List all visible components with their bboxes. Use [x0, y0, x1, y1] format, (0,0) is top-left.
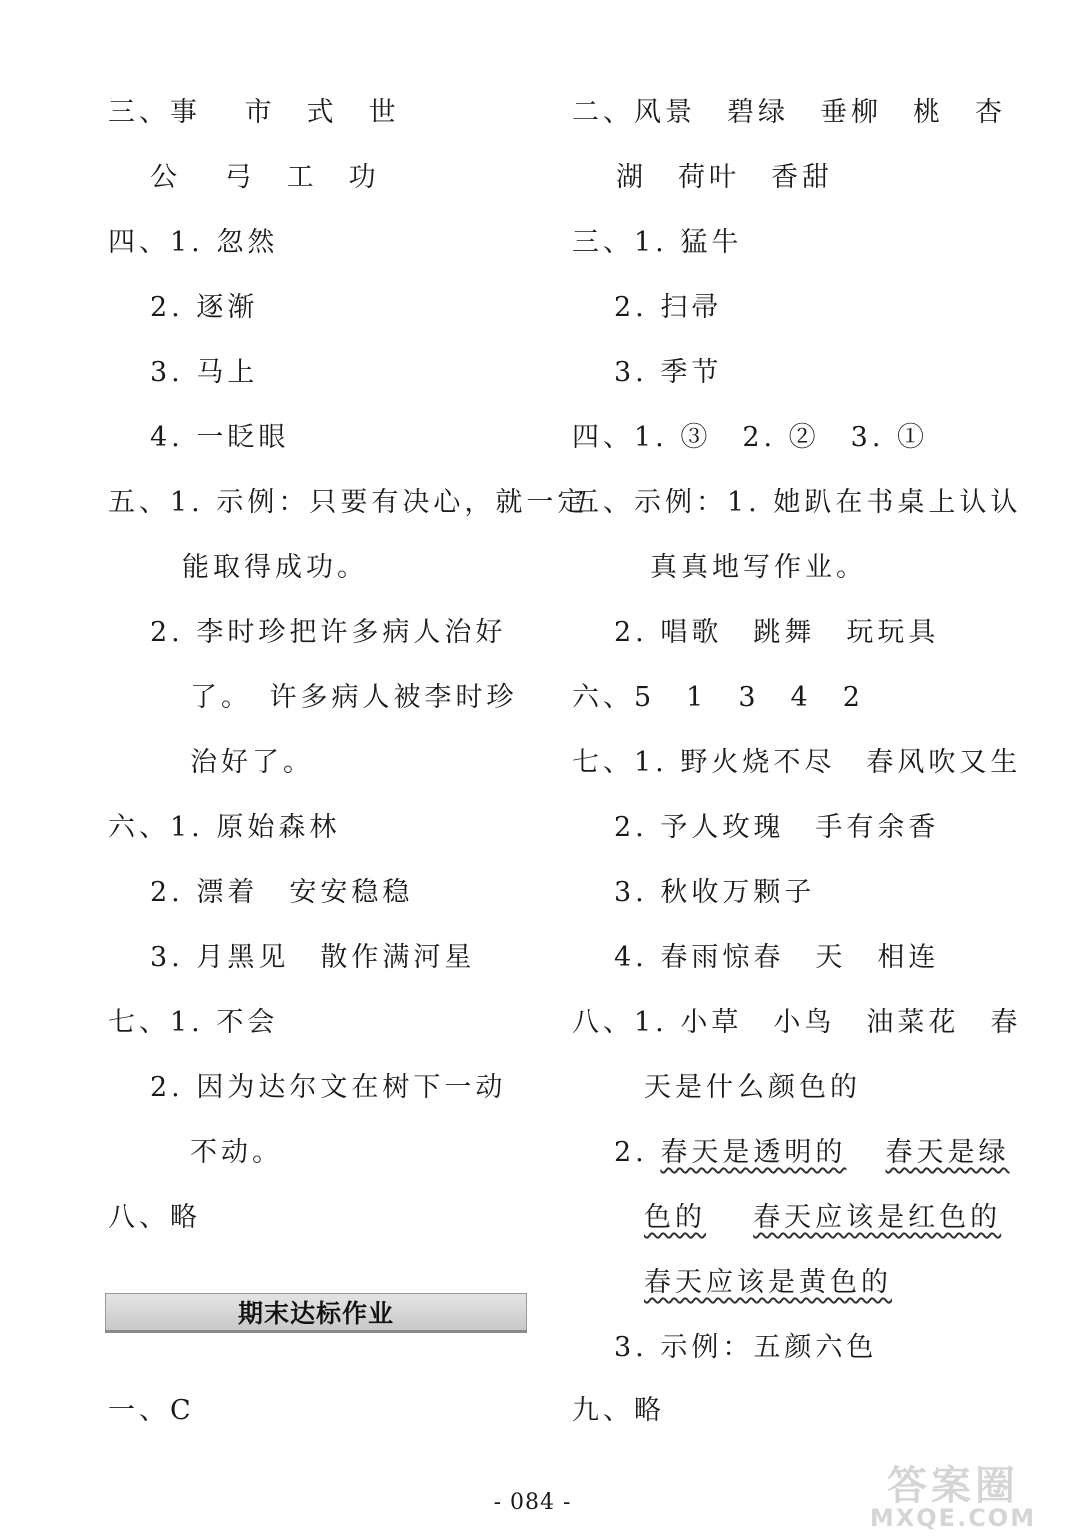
- answer-line: [644, 1201, 1001, 1235]
- item-number: 2.: [614, 1137, 648, 1168]
- answer-line: 2. 因为达尔文在树下一动: [150, 1072, 507, 1103]
- answer-line: 3. 马上: [150, 357, 259, 388]
- answer-line: 一、C: [108, 1395, 195, 1426]
- watermark-url: MXQE.COM: [869, 1504, 1037, 1532]
- answer-line: 五、示例：1. 她趴在书桌上认认: [572, 487, 1022, 518]
- answer-line: 公 弓 工 功: [150, 162, 380, 193]
- answer-line: 2. 逐渐: [150, 292, 259, 323]
- answer-line: 八、1. 小草 小鸟 油菜花 春: [572, 1007, 1022, 1038]
- answer-line: 七、1. 野火烧不尽 春风吹又生: [572, 747, 1022, 778]
- answer-line: 天是什么颜色的: [644, 1072, 861, 1103]
- answer-line: 治好了。: [190, 747, 314, 778]
- answer-line: 三、1. 猛牛: [572, 227, 743, 258]
- answer-line: 4. 一眨眼: [150, 422, 290, 453]
- answer-line: 九、略: [572, 1395, 665, 1426]
- answer-line: 湖 荷叶 香甜: [616, 162, 833, 193]
- right-column: [560, 0, 1030, 1536]
- answer-line: 2. 漂着 安安稳稳: [150, 877, 414, 908]
- answer-line: 了。 许多病人被李时珍: [190, 682, 518, 713]
- page-number: - 084 -: [493, 1490, 572, 1515]
- section-banner: [105, 1293, 527, 1333]
- watermark-logo: [853, 1452, 1053, 1532]
- answer-line: 四、1. ③ 2. ② 3. ①: [572, 422, 929, 453]
- answer-line: 不动。: [190, 1137, 283, 1168]
- answer-line: 3. 秋收万颗子: [614, 877, 816, 908]
- answer-line: [614, 1136, 1010, 1170]
- answer-line: 2. 唱歌 跳舞 玩玩具: [614, 617, 940, 648]
- section-banner-title: 期末达标作业: [237, 1299, 394, 1328]
- answer-line: 五、1. 示例：只要有决心，就一定: [108, 487, 589, 518]
- answer-line: 2. 李时珍把许多病人治好: [150, 617, 507, 648]
- answer-line: 二、风景 碧绿 垂柳 桃 杏: [572, 97, 1006, 128]
- answer-line: 能取得成功。: [182, 552, 368, 583]
- answer-line: 2. 予人玫瑰 手有余香: [614, 812, 940, 843]
- answer-line: 八、略: [108, 1202, 201, 1233]
- answer-line: 2. 扫帚: [614, 292, 723, 323]
- answer-line: 3. 季节: [614, 357, 723, 388]
- answer-line: 4. 春雨惊春 天 相连: [614, 942, 940, 973]
- wavy-underlined-phrase: 色的: [644, 1202, 706, 1233]
- watermark-text: 答案圈: [887, 1463, 1019, 1509]
- answer-line: 四、1. 忽然: [108, 227, 279, 258]
- answer-line: 真真地写作业。: [650, 552, 867, 583]
- wavy-underlined-phrase: 春天应该是黄色的: [644, 1267, 892, 1298]
- wavy-underlined-phrase: 春天应该是红色的: [753, 1202, 1002, 1233]
- answer-line: 六、5 1 3 4 2: [572, 682, 864, 713]
- wavy-underlined-phrase: 春天是透明的: [660, 1137, 847, 1168]
- answer-line: [644, 1266, 892, 1300]
- answer-line: 六、1. 原始森林: [108, 812, 341, 843]
- answer-line: 七、1. 不会: [108, 1007, 279, 1038]
- answer-line: 3. 月黑见 散作满河星: [150, 942, 476, 973]
- answer-line: 三、事 市 式 世: [108, 97, 400, 128]
- wavy-underlined-phrase: 春天是绿: [885, 1137, 1010, 1168]
- answer-line: 3. 示例：五颜六色: [614, 1332, 878, 1363]
